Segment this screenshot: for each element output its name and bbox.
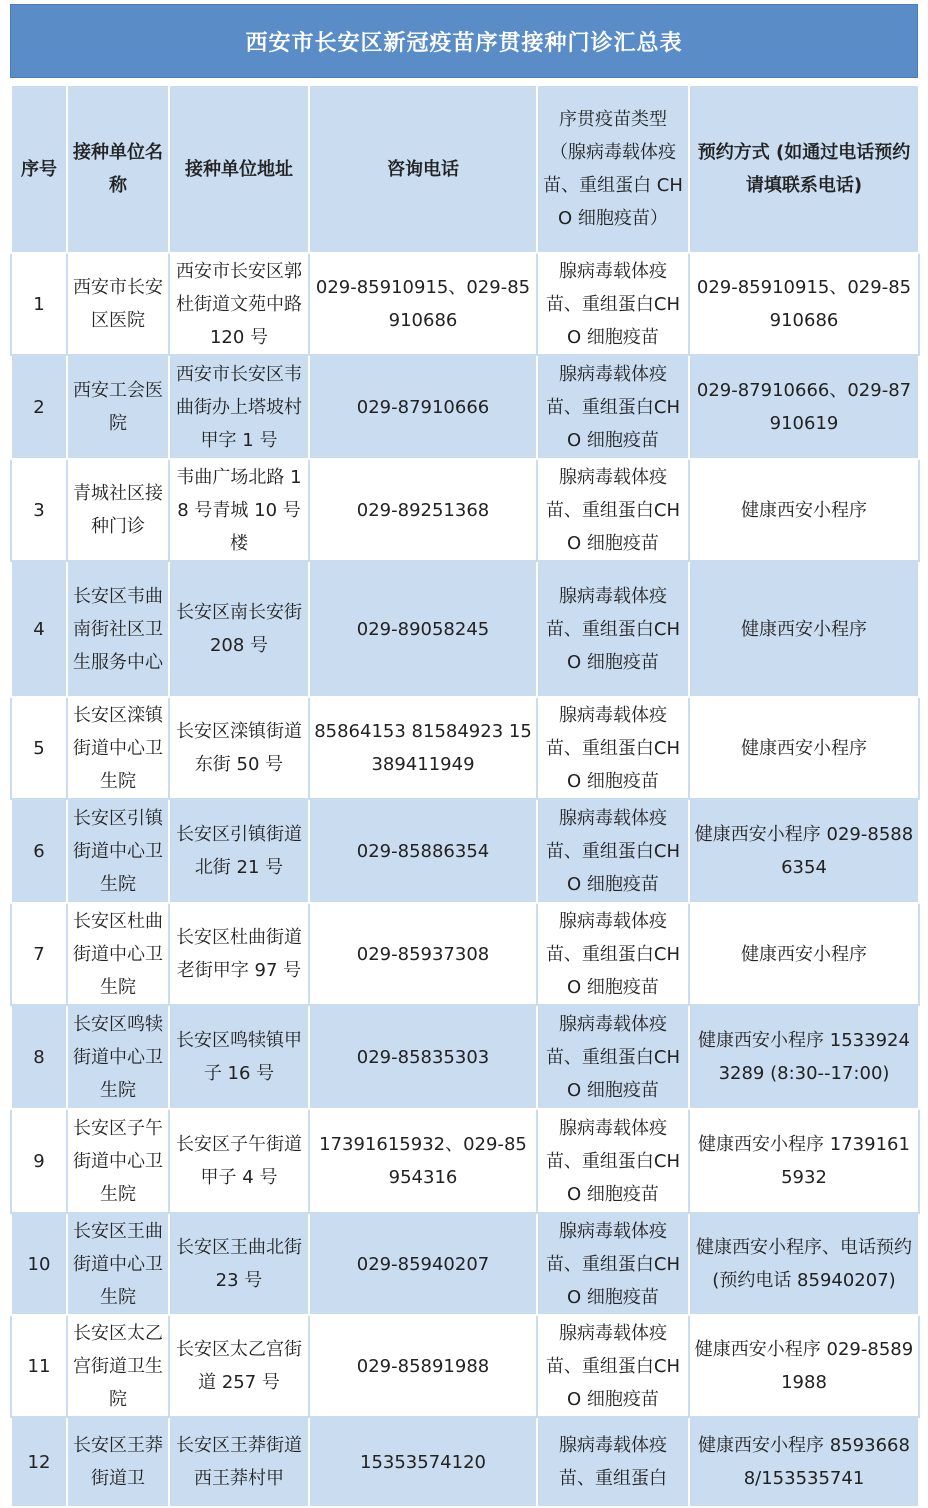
table-row (11, 561, 919, 697)
cell-seq: 10 (11, 1213, 67, 1315)
cell-booking: 健康西安小程序 029-85886354 (689, 799, 919, 903)
cell-phone: 029-85835303 (309, 1005, 537, 1109)
cell-type: 腺病毒载体疫苗、重组蛋白CHO 细胞疫苗 (537, 799, 689, 903)
cell-name: 长安区鸣犊街道中心卫生院 (67, 1005, 169, 1109)
header-address: 接种单位地址 (169, 85, 309, 253)
table-title: 西安市长安区新冠疫苗序贯接种门诊汇总表 (10, 4, 918, 78)
cell-address: 长安区王曲北街 23 号 (169, 1213, 309, 1315)
cell-phone: 029-85891988 (309, 1315, 537, 1417)
cell-address: 韦曲广场北路 18 号青城 10 号楼 (169, 459, 309, 561)
cell-name: 长安区王莽街道卫 (67, 1417, 169, 1507)
cell-address: 西安市长安区郭杜街道文苑中路 120 号 (169, 253, 309, 355)
cell-address: 长安区杜曲街道老街甲字 97 号 (169, 903, 309, 1005)
cell-booking: 健康西安小程序 (689, 903, 919, 1005)
cell-booking: 健康西安小程序 (689, 561, 919, 697)
cell-name: 西安市长安区医院 (67, 253, 169, 355)
table-body (11, 253, 919, 1507)
cell-booking: 健康西安小程序 029-85891988 (689, 1315, 919, 1417)
cell-booking: 健康西安小程序 15339243289 (8:30--17:00) (689, 1005, 919, 1109)
cell-type: 腺病毒载体疫苗、重组蛋白CHO 细胞疫苗 (537, 697, 689, 799)
cell-name: 长安区太乙宫街道卫生院 (67, 1315, 169, 1417)
table-row (11, 459, 919, 561)
cell-seq: 6 (11, 799, 67, 903)
cell-phone: 029-85886354 (309, 799, 537, 903)
table-row (11, 253, 919, 355)
table-row (11, 1213, 919, 1315)
table-row (11, 799, 919, 903)
cell-phone: 029-85937308 (309, 903, 537, 1005)
cell-name: 西安工会医院 (67, 355, 169, 459)
cell-name: 青城社区接种门诊 (67, 459, 169, 561)
cell-booking: 健康西安小程序 (689, 697, 919, 799)
cell-name: 长安区引镇街道中心卫生院 (67, 799, 169, 903)
cell-name: 长安区王曲街道中心卫生院 (67, 1213, 169, 1315)
header-row (11, 85, 919, 253)
cell-address: 长安区鸣犊镇甲子 16 号 (169, 1005, 309, 1109)
cell-phone: 029-89058245 (309, 561, 537, 697)
cell-phone: 029-85910915、029-85910686 (309, 253, 537, 355)
cell-seq: 7 (11, 903, 67, 1005)
cell-address: 长安区引镇街道北街 21 号 (169, 799, 309, 903)
cell-seq: 3 (11, 459, 67, 561)
cell-booking: 健康西安小程序、电话预约(预约电话 85940207) (689, 1213, 919, 1315)
cell-booking: 029-85910915、029-85910686 (689, 253, 919, 355)
cell-type: 腺病毒载体疫苗、重组蛋白CHO 细胞疫苗 (537, 561, 689, 697)
cell-phone: 029-85940207 (309, 1213, 537, 1315)
table-row (11, 1005, 919, 1109)
table-row (11, 355, 919, 459)
cell-name: 长安区子午街道中心卫生院 (67, 1109, 169, 1213)
header-booking: 预约方式 (如通过电话预约请填联系电话) (689, 85, 919, 253)
cell-type: 腺病毒载体疫苗、重组蛋白CHO 细胞疫苗 (537, 253, 689, 355)
cell-type: 腺病毒载体疫苗、重组蛋白 (537, 1417, 689, 1507)
header-name: 接种单位名称 (67, 85, 169, 253)
cell-phone: 17391615932、029-85954316 (309, 1109, 537, 1213)
header-seq: 序号 (11, 85, 67, 253)
cell-type: 腺病毒载体疫苗、重组蛋白CHO 细胞疫苗 (537, 355, 689, 459)
cell-booking: 健康西安小程序 (689, 459, 919, 561)
cell-seq: 1 (11, 253, 67, 355)
cell-address: 长安区太乙宫街道 257 号 (169, 1315, 309, 1417)
clinic-table (10, 84, 920, 1508)
summary-document (10, 4, 918, 1508)
cell-type: 腺病毒载体疫苗、重组蛋白CHO 细胞疫苗 (537, 1213, 689, 1315)
cell-seq: 2 (11, 355, 67, 459)
table-row (11, 697, 919, 799)
cell-booking: 029-87910666、029-87910619 (689, 355, 919, 459)
cell-name: 长安区韦曲南街社区卫生服务中心 (67, 561, 169, 697)
cell-phone: 029-89251368 (309, 459, 537, 561)
header-vaccine-type: 序贯疫苗类型（腺病毒载体疫苗、重组蛋白 CHO 细胞疫苗） (537, 85, 689, 253)
cell-type: 腺病毒载体疫苗、重组蛋白CHO 细胞疫苗 (537, 459, 689, 561)
cell-type: 腺病毒载体疫苗、重组蛋白CHO 细胞疫苗 (537, 1315, 689, 1417)
cell-phone: 029-87910666 (309, 355, 537, 459)
cell-seq: 5 (11, 697, 67, 799)
cell-name: 长安区杜曲街道中心卫生院 (67, 903, 169, 1005)
cell-seq: 12 (11, 1417, 67, 1507)
cell-address: 长安区王莽街道西王莽村甲 (169, 1417, 309, 1507)
cell-address: 西安市长安区韦曲街办上塔坡村甲字 1 号 (169, 355, 309, 459)
cell-seq: 8 (11, 1005, 67, 1109)
header-phone: 咨询电话 (309, 85, 537, 253)
cell-seq: 9 (11, 1109, 67, 1213)
cell-address: 长安区南长安街 208 号 (169, 561, 309, 697)
cell-name: 长安区滦镇街道中心卫生院 (67, 697, 169, 799)
cell-seq: 4 (11, 561, 67, 697)
cell-booking: 健康西安小程序 85936688/153535741 (689, 1417, 919, 1507)
cell-phone: 85864153 81584923 15389411949 (309, 697, 537, 799)
table-row (11, 903, 919, 1005)
table-row (11, 1417, 919, 1507)
table-row (11, 1109, 919, 1213)
cell-booking: 健康西安小程序 17391615932 (689, 1109, 919, 1213)
cell-seq: 11 (11, 1315, 67, 1417)
cell-address: 长安区子午街道甲子 4 号 (169, 1109, 309, 1213)
cell-address: 长安区滦镇街道东街 50 号 (169, 697, 309, 799)
cell-type: 腺病毒载体疫苗、重组蛋白CHO 细胞疫苗 (537, 1109, 689, 1213)
cell-type: 腺病毒载体疫苗、重组蛋白CHO 细胞疫苗 (537, 1005, 689, 1109)
cell-type: 腺病毒载体疫苗、重组蛋白CHO 细胞疫苗 (537, 903, 689, 1005)
table-row (11, 1315, 919, 1417)
cell-phone: 15353574120 (309, 1417, 537, 1507)
